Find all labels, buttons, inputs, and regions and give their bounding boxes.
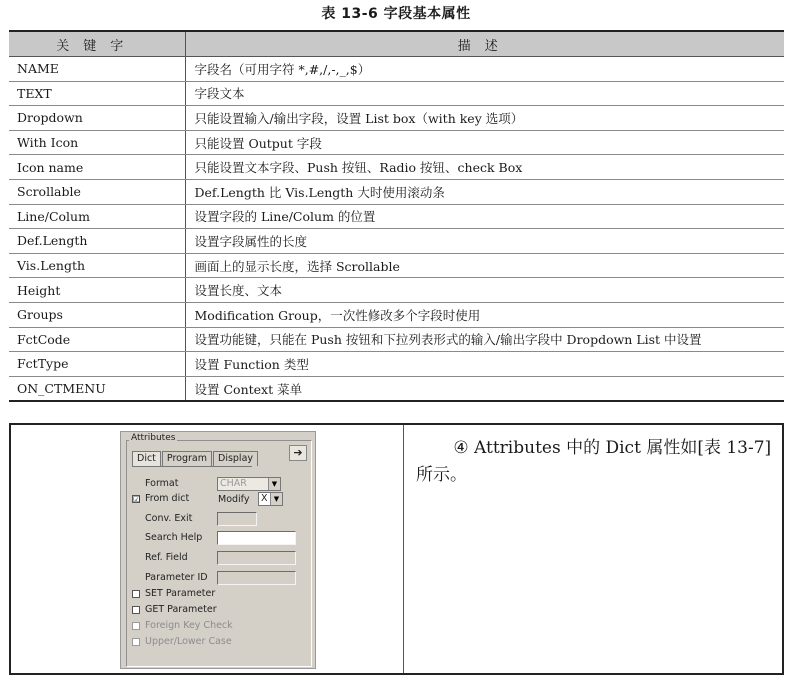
table-row [9,229,784,254]
table-row [9,130,784,155]
table-header-row [9,31,784,57]
row-description: Modification Group，一次性修改多个字段时使用 [185,302,784,327]
row-description: 设置字段的 Line/Colum 的位置 [185,204,784,229]
row-description: 设置 Context 菜单 [194,381,303,397]
explanation-text [416,435,786,489]
table-row [9,253,784,278]
table-row [9,57,784,82]
row-keyword: Line/Colum [9,204,185,229]
ref-field-label: Ref. Field [145,552,188,563]
search-help-field[interactable] [217,531,296,545]
row-keyword: Def.Length [9,229,185,254]
modify-label: Modify [218,494,250,505]
arrow-right-icon[interactable]: ➔ [289,445,307,461]
row-keyword: Groups [9,302,185,327]
row-description: 设置字段属性的长度 [185,229,784,254]
tab-program[interactable]: Program [162,451,212,466]
attributes-group-title: Attributes [131,433,176,443]
table-row [9,106,784,131]
field-properties-table [9,30,784,402]
table-row [9,376,784,401]
explanation-line-1: ④ Attributes 中的 Dict 属性如[表 13-7] [453,438,772,458]
parameter-id-field[interactable] [217,571,296,585]
tab-dict[interactable]: Dict [132,451,161,466]
row-description: 只能设置 Output 字段 [185,130,784,155]
row-keyword: TEXT [9,81,185,106]
format-label: Format [145,478,179,489]
header-keyword: 关键字 [9,31,185,57]
header-description: 描述 [185,31,784,57]
set-parameter-checkbox[interactable] [132,590,140,598]
table-row [9,352,784,377]
upper-lower-label: Upper/Lower Case [145,636,232,647]
foreign-key-checkbox[interactable] [132,622,140,630]
format-select[interactable] [217,477,281,491]
row-keyword: Vis.Length [9,253,185,278]
row-description: 设置功能键，只能在 Push 按钮和下拉列表形式的输入/输出字段中 Dropdown List 中设置 [185,327,784,352]
row-description: 只能设置文本字段、Push 按钮、Radio 按钮、check Box [185,155,784,180]
attribute-tabs [132,451,259,466]
row-keyword: NAME [9,57,185,82]
table-row [9,155,784,180]
table-caption: 表 13-6 字段基本属性 [321,6,471,22]
explanation-line-2: 所示。 [416,465,467,485]
chevron-down-icon: ▼ [268,478,280,490]
example-section [9,423,784,675]
ref-field-input[interactable] [217,551,296,565]
row-keyword: FctCode [9,327,185,352]
row-keyword: Dropdown [9,106,185,131]
foreign-key-label: Foreign Key Check [145,620,233,631]
row-keyword: Icon name [9,155,185,180]
row-description: 字段文本 [185,81,784,106]
parameter-id-label: Parameter ID [145,572,208,583]
table-row [9,327,784,352]
row-description: 设置长度、文本 [185,278,784,303]
table-row [9,302,784,327]
row-keyword: Height [9,278,185,303]
sap-attributes-dialog [120,431,316,669]
row-description: 画面上的显示长度，选择 Scrollable [185,253,784,278]
search-help-label: Search Help [145,532,203,543]
column-divider [403,425,404,673]
modify-select-value: X [261,493,268,504]
row-description: Def.Length 比 Vis.Length 大时使用滚动条 [185,179,784,204]
conv-exit-label: Conv. Exit [145,513,193,524]
table-row [9,81,784,106]
get-parameter-label: GET Parameter [145,604,217,615]
table-row [9,278,784,303]
modify-select[interactable] [258,492,283,506]
conv-exit-field[interactable] [217,512,257,526]
upper-lower-checkbox[interactable] [132,638,140,646]
row-keyword: ON_CTMENU [9,376,185,401]
table-row [9,179,784,204]
row-description: 设置 Function 类型 [185,352,784,377]
chevron-down-icon: ▼ [270,493,282,505]
tab-display[interactable]: Display [213,451,258,466]
format-select-value: CHAR [220,478,247,489]
row-keyword: FctType [9,352,185,377]
tab-baseline [132,466,252,467]
set-parameter-label: SET Parameter [145,588,216,599]
from-dict-label: From dict [145,493,190,504]
row-description: 只能设置输入/输出字段，设置 List box（with key 选项） [185,106,784,131]
table-row [9,204,784,229]
row-description: 字段名（可用字符 *,#,/,-,_,$） [185,57,784,82]
row-keyword: With Icon [9,130,185,155]
from-dict-checkbox[interactable]: ☑ [133,495,141,504]
get-parameter-checkbox[interactable] [132,606,140,614]
row-keyword: Scrollable [9,179,185,204]
